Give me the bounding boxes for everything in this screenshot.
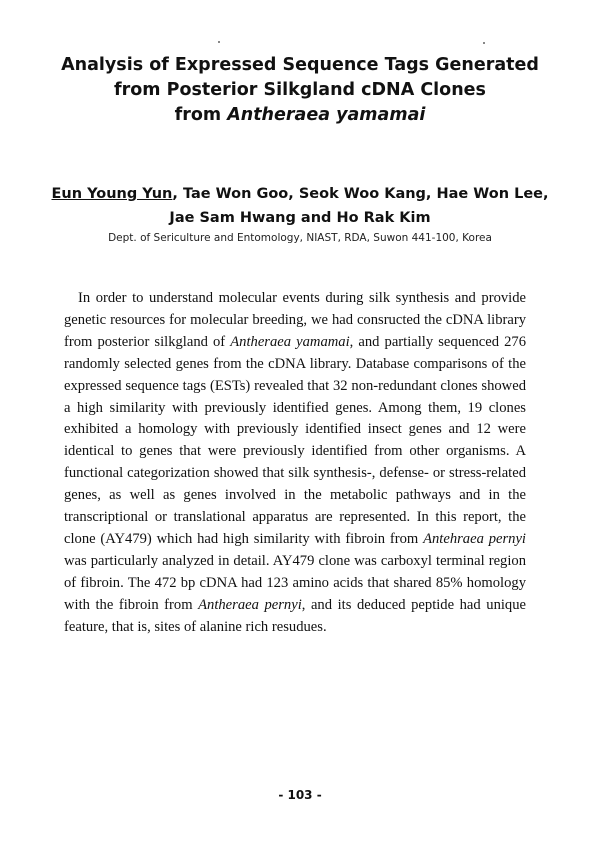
abstract-species-3: Antheraea pernyi bbox=[198, 596, 302, 613]
affiliation: Dept. of Sericulture and Entomology, NIAST, RDA, Suwon 441-100, Korea bbox=[108, 232, 492, 244]
corresponding-author: Eun Young Yun bbox=[51, 186, 173, 202]
title-species: Antheraea yamamai bbox=[227, 105, 426, 125]
author-line-2: Jae Sam Hwang and Ho Rak Kim bbox=[169, 210, 431, 226]
abstract-text-2: , and partially sequenced 276 randomly selected genes from the cDNA library. Database comparisons of the expressed sequence tags (ESTs) revealed that 32 non-redundant clones showed a high similarity with previously identified genes. Among them, 19 clones exhibited a homology with previously identified insect genes and 12 were identical to genes that were previously identified from other organisms. A functional categorization showed that silk synthesis-, defense- or stress-related genes, as well as genes involved in the metabolic pathways and in the transcriptional or translational apparatus are represented. In this report, the clone (AY479) which had high similarity with fibroin from bbox=[64, 333, 526, 547]
page-number: - 103 - bbox=[278, 788, 322, 802]
abstract-paragraph bbox=[64, 288, 526, 639]
title-line-1: Analysis of Expressed Sequence Tags Generated bbox=[61, 55, 539, 75]
paper-title bbox=[0, 53, 600, 128]
abstract-text-4: , and its deduced peptide had unique feature, that is, sites of alanine rich resudues. bbox=[64, 596, 526, 635]
scan-speck-2 bbox=[483, 42, 485, 44]
abstract-text-3: was particularly analyzed in detail. AY479 clone was carboxyl terminal region of fibroin. The 472 bp cDNA had 123 amino acids that shared 85% homology with the fibroin from bbox=[64, 552, 526, 613]
title-line-2: from Posterior Silkgland cDNA Clones bbox=[114, 80, 486, 100]
co-authors-line-1: , Tae Won Goo, Seok Woo Kang, Hae Won Lee, bbox=[172, 186, 549, 202]
abstract-text-1: In order to understand molecular events during silk synthesis and provide genetic resources for molecular breeding, we had consructed the cDNA library from posterior silkgland of bbox=[64, 290, 526, 350]
author-list bbox=[0, 182, 600, 230]
author-line-1 bbox=[0, 182, 600, 206]
abstract-species-1: Antheraea yamamai bbox=[230, 333, 350, 350]
title-line-3 bbox=[0, 103, 600, 128]
title-line-3-prefix: from bbox=[174, 105, 228, 125]
abstract-species-2: Antehraea pernyi bbox=[423, 530, 526, 547]
scan-speck-1 bbox=[218, 41, 220, 43]
